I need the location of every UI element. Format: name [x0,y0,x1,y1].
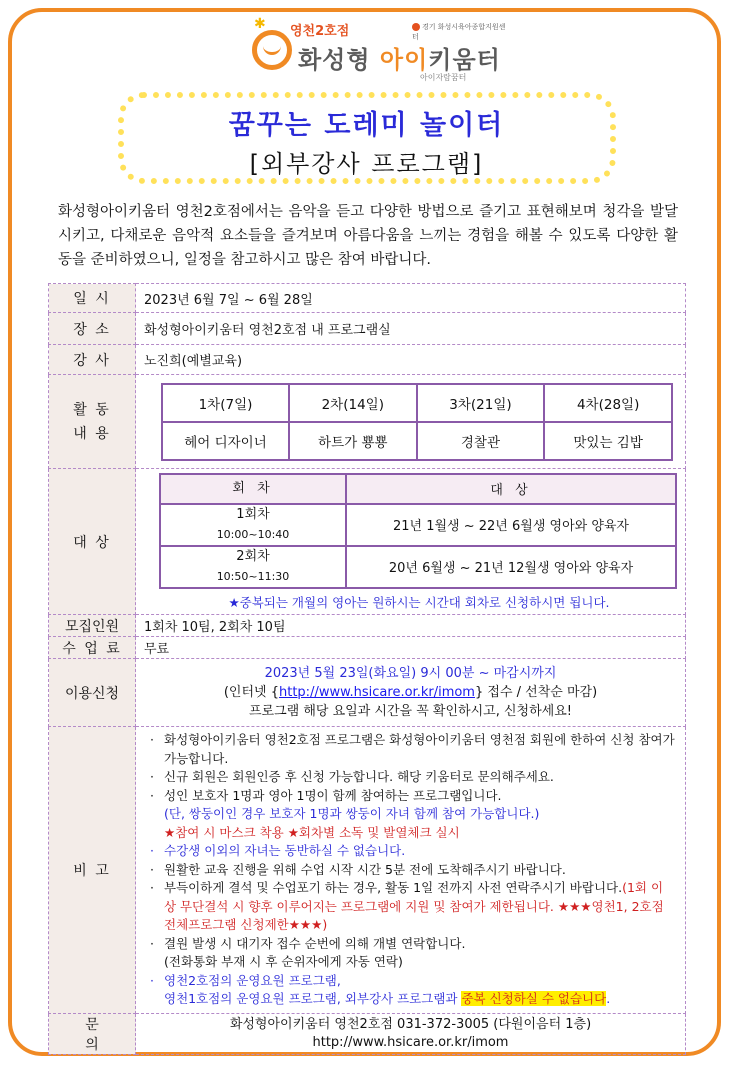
apply-method-post: } 접수 / 선착순 마감) [474,685,598,700]
note-item [150,935,675,972]
row-date [49,284,686,313]
target-desc: 20년 6월생 ~ 21년 12월생 영아와 양육자 [346,546,676,588]
note-item [150,879,675,935]
note-item [150,972,675,1009]
activity-table [161,383,673,461]
notes-list [144,727,675,1013]
apply-label: 이용신청 [49,659,136,727]
activity-cell [136,375,686,469]
target-table [159,473,677,589]
contact-info: 화성형아이키움터 영천2호점 031-372-3005 (다원이음터 1층) [229,1016,592,1032]
note-item: · 수강생 이외의 자녀는 동반하실 수 없습니다. [150,842,675,861]
note-duplicate-pre: 영천1호점의 운영요원 프로그램, 외부강사 프로그램과 [164,991,462,1006]
logo-branch: 영천2호점 [290,24,350,39]
activity-label [49,375,136,469]
logo [252,16,512,86]
logo-name [298,40,501,75]
logo-name-c: 키움터 [428,46,501,74]
activity-session: 4차(28일) [544,384,672,422]
target-row [160,504,676,546]
note-duplicate-post: . [606,991,611,1006]
activity-topic: 헤어 디자이너 [162,422,289,460]
note-safety: ★참여 시 마스크 착용 ★회차별 소독 및 발열체크 실시 [164,824,460,840]
row-place [49,313,686,345]
logo-corp [412,22,512,42]
page-subtitle: [외부강사 프로그램] [249,150,484,178]
fee-value: 무료 [136,637,686,659]
apply-method [144,683,677,702]
activity-label-line2: 내 용 [73,425,111,442]
apply-reminder: 프로그램 해당 요일과 시간을 꼭 확인하시고, 신청하세요! [249,704,572,719]
instructor-label: 강 사 [49,345,136,375]
target-head-target: 대 상 [346,474,676,504]
info-table [48,283,686,1055]
note-restriction: ★★★영천1, 2호점 전체프로그램 신청제한★★★) [164,898,664,932]
note-text: · 영천2호점의 운영요원 프로그램, [164,972,341,988]
logo-corp-text: 경기 화성시육아종합지원센터 [412,23,506,41]
activity-session: 3차(21일) [417,384,545,422]
contact-label: 문 의 [49,1013,136,1054]
apply-cell [136,659,686,727]
target-desc: 21년 1월생 ~ 22년 6월생 영아와 양육자 [346,504,676,546]
target-notice: ★중복되는 개월의 영아는 원하시는 시간대 회차로 신청하시면 됩니다. [228,594,610,610]
target-session-time: 10:50~11:30 [216,569,290,583]
page-title: 꿈꾸는 도레미 놀이터 [228,110,505,141]
logo-tagline: 아이자람꿈터 [420,73,467,82]
row-recruit [49,615,686,637]
note-item: · 신규 회원은 회원인증 후 신청 가능합니다. 해당 키움터로 문의해주세요. [150,768,675,787]
row-target [49,469,686,615]
activity-topics-row [162,422,672,460]
activity-topic: 맛있는 김밥 [544,422,672,460]
date-value: 2023년 6월 7일 ~ 6월 28일 [136,284,686,313]
note-waitlist: (전화통화 부재 시 후 순위자에게 자동 연락) [164,954,403,969]
recruit-label: 모집인원 [49,615,136,637]
target-session-name: 1회차 [236,506,270,522]
contact-url[interactable]: http://www.hsicare.or.kr/imom [312,1034,509,1050]
place-value: 화성형아이키움터 영천2호점 내 프로그램실 [136,313,686,345]
note-duplicate-highlight: 중복 신청하실 수 없습니다 [461,991,607,1006]
note-duplicate [164,990,675,1009]
target-label: 대 상 [49,469,136,615]
row-contact [49,1013,686,1054]
fee-label: 수 업 료 [49,637,136,659]
notes-cell [136,727,686,1014]
activity-topic: 하트가 뿅뿅 [289,422,417,460]
apply-link[interactable]: http://www.hsicare.or.kr/imom [279,685,475,700]
target-session-time: 10:00~10:40 [216,527,290,541]
note-item: · 원활한 교육 진행을 위해 수업 시작 시간 5분 전에 도착해주시기 바랍니다. [150,861,675,880]
date-label: 일 시 [49,284,136,313]
target-cell [136,469,686,615]
target-head-row [160,474,676,504]
notes-label: 비 고 [49,727,136,1014]
logo-name-b: 아이 [379,46,429,74]
note-text: · 성인 보호자 1명과 영아 1명이 함께 참여하는 프로그램입니다. [164,787,502,803]
note-text: · 결원 발생 시 대기자 접수 순번에 의해 개별 연락합니다. [164,935,466,951]
note-item: · 화성형아이키움터 영천2호점 프로그램은 화성형아이키움터 영천점 회원에 한하여 신청 참여가 가능합니다. [150,731,675,768]
star-icon: ✱ [254,16,266,32]
activity-session: 1차(7일) [162,384,289,422]
apply-method-pre: (인터넷 { [223,685,279,700]
target-head-session: 회 차 [160,474,346,504]
contact-cell [136,1013,686,1054]
target-session [160,504,346,546]
activity-topic: 경찰관 [417,422,545,460]
activity-session: 2차(14일) [289,384,417,422]
note-twin-exception: (단, 쌍둥이인 경우 보호자 1명과 쌍둥이 자녀 함께 참여 가능합니다.) [164,806,540,821]
recruit-value: 1회차 10팀, 2회차 10팀 [136,615,686,637]
target-session [160,546,346,588]
intro-paragraph: 화성형아이키움터 영천2호점에서는 음악을 듣고 다양한 방법으로 즐기고 표현해보며 청각을 발달시키고, 다채로운 음악적 요소들을 즐겨보며 아름다움을 느끼는 경험을 해볼 수 있도록 다양한 활동을 준비하였으니, 일정을 참고하시고 많은 참여 바랍니다. [58,204,678,268]
corp-mark-icon [412,23,420,31]
row-fee [49,637,686,659]
target-row [160,546,676,588]
row-notes [49,727,686,1014]
instructor-value: 노진희(예별교육) [136,345,686,375]
place-label: 장 소 [49,313,136,345]
activity-label-line1: 활 동 [73,401,111,418]
note-absence-warning: (1회 이상 무단결석 시 향후 이루어지는 프로그램에 지원 및 참여가 제한됩니다. [164,880,664,914]
logo-name-a: 화성형 [298,46,380,74]
note-text: 부득이하게 결석 및 수업포기 하는 경우, 활동 1일 전까지 사전 연락주시기 바랍니다. [164,880,623,895]
target-session-name: 2회차 [236,548,270,564]
note-item [150,787,675,843]
row-activity [49,375,686,469]
row-instructor [49,345,686,375]
row-apply [49,659,686,727]
apply-period: 2023년 5월 23일(화요일) 9시 00분 ~ 마감시까지 [264,666,557,681]
activity-sessions-row [162,384,672,422]
